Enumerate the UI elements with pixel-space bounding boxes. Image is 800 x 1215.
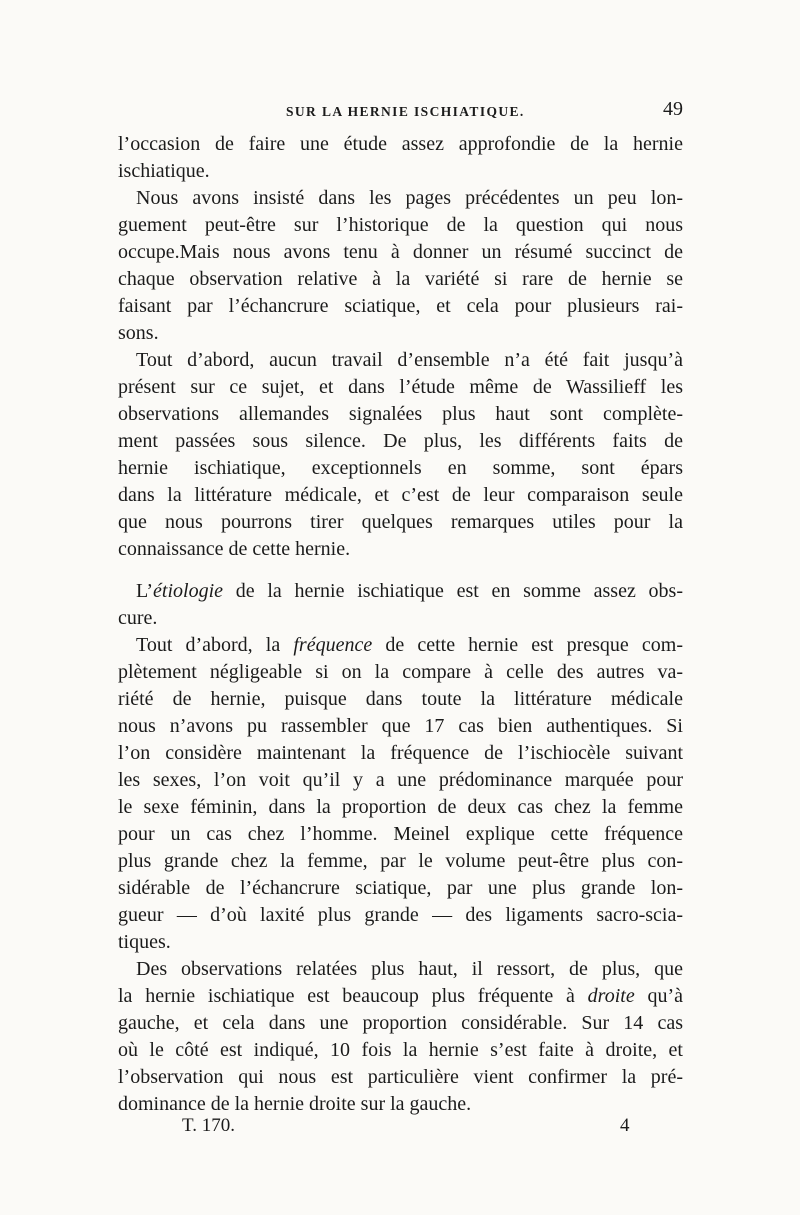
italic-term: fréquence bbox=[293, 634, 373, 656]
text-line: Nous avons insisté dans les pages précédentes un peu lon- bbox=[136, 187, 683, 209]
text-line: cure. bbox=[118, 607, 158, 629]
text-line: Des observations relatées plus haut, il ressort, de plus, que bbox=[136, 958, 683, 980]
signature-number: 4 bbox=[620, 1115, 630, 1136]
text-line: ischiatique. bbox=[118, 160, 210, 182]
signature-mark: T. 170. bbox=[182, 1115, 235, 1136]
text-line: l’on considère maintenant la fréquence de l’ischiocèle suivant bbox=[118, 742, 683, 764]
italic-term: étiologie bbox=[153, 580, 224, 602]
text-line: pour un cas chez l’homme. Meinel explique cette fréquence bbox=[118, 823, 683, 845]
text-line: sons. bbox=[118, 322, 159, 344]
running-header bbox=[118, 98, 683, 124]
text-run: L’ bbox=[136, 580, 154, 602]
text-line: gauche, et cela dans une proportion considérable. Sur 14 cas bbox=[118, 1012, 683, 1034]
text-line bbox=[136, 632, 683, 659]
text-line: guement peut-être sur l’historique de la question qui nous bbox=[118, 214, 683, 236]
text-line: dominance de la hernie droite sur la gauche. bbox=[118, 1093, 472, 1115]
text-line: plètement négligeable si on la compare à celle des autres va- bbox=[118, 661, 683, 683]
italic-term: droite bbox=[587, 985, 635, 1007]
text-line: faisant par l’échancrure sciatique, et cela pour plusieurs rai- bbox=[118, 295, 683, 317]
text-line: présent sur ce sujet, et dans l’étude même de Wassilieff les bbox=[118, 376, 683, 398]
text-line: gueur — d’où laxité plus grande — des ligaments sacro-scia- bbox=[118, 904, 683, 926]
text-line: hernie ischiatique, exceptionnels en somme, sont épars bbox=[118, 457, 683, 479]
running-title: SUR LA HERNIE ISCHIATIQUE. bbox=[286, 104, 525, 119]
text-line bbox=[118, 983, 683, 1010]
text-line: que nous pourrons tirer quelques remarques utiles pour la bbox=[118, 511, 683, 533]
text-line: le sexe féminin, dans la proportion de deux cas chez la femme bbox=[118, 796, 683, 818]
text-line: chaque observation relative à la variété si rare de hernie se bbox=[118, 268, 683, 290]
text-run: la hernie ischiatique est beaucoup plus fréquente à bbox=[118, 985, 588, 1007]
text-run: Tout d’abord, la bbox=[136, 634, 294, 656]
page-footer bbox=[118, 1115, 683, 1145]
text-run: qu’à bbox=[634, 985, 683, 1007]
text-line: nous n’avons pu rassembler que 17 cas bien authentiques. Si bbox=[118, 715, 683, 737]
text-line: où le côté est indiqué, 10 fois la hernie s’est faite à droite, et bbox=[118, 1039, 683, 1061]
text-line: observations allemandes signalées plus haut sont complète- bbox=[118, 403, 683, 425]
text-line: l’observation qui nous est particulière vient confirmer la pré- bbox=[118, 1066, 683, 1088]
text-run: de la hernie ischiatique est en somme assez obs- bbox=[223, 580, 683, 602]
text-line: les sexes, l’on voit qu’il y a une prédominance marquée pour bbox=[118, 769, 683, 791]
page-number: 49 bbox=[663, 98, 683, 120]
text-line: occupe.Mais nous avons tenu à donner un résumé succinct de bbox=[118, 241, 683, 263]
text-line: dans la littérature médicale, et c’est de leur comparaison seule bbox=[118, 484, 683, 506]
text-line bbox=[136, 578, 683, 605]
text-line: tiques. bbox=[118, 931, 171, 953]
text-line: l’occasion de faire une étude assez approfondie de la hernie bbox=[118, 133, 683, 155]
text-line: riété de hernie, puisque dans toute la littérature médicale bbox=[118, 688, 683, 710]
text-line: Tout d’abord, aucun travail d’ensemble n’a été fait jusqu’à bbox=[136, 349, 683, 371]
text-line: ment passées sous silence. De plus, les différents faits de bbox=[118, 430, 683, 452]
text-run: de cette hernie est presque com- bbox=[372, 634, 683, 656]
text-line: plus grande chez la femme, par le volume peut-être plus con- bbox=[118, 850, 683, 872]
text-line: sidérable de l’échancrure sciatique, par une plus grande lon- bbox=[118, 877, 683, 899]
text-line: connaissance de cette hernie. bbox=[118, 538, 351, 560]
